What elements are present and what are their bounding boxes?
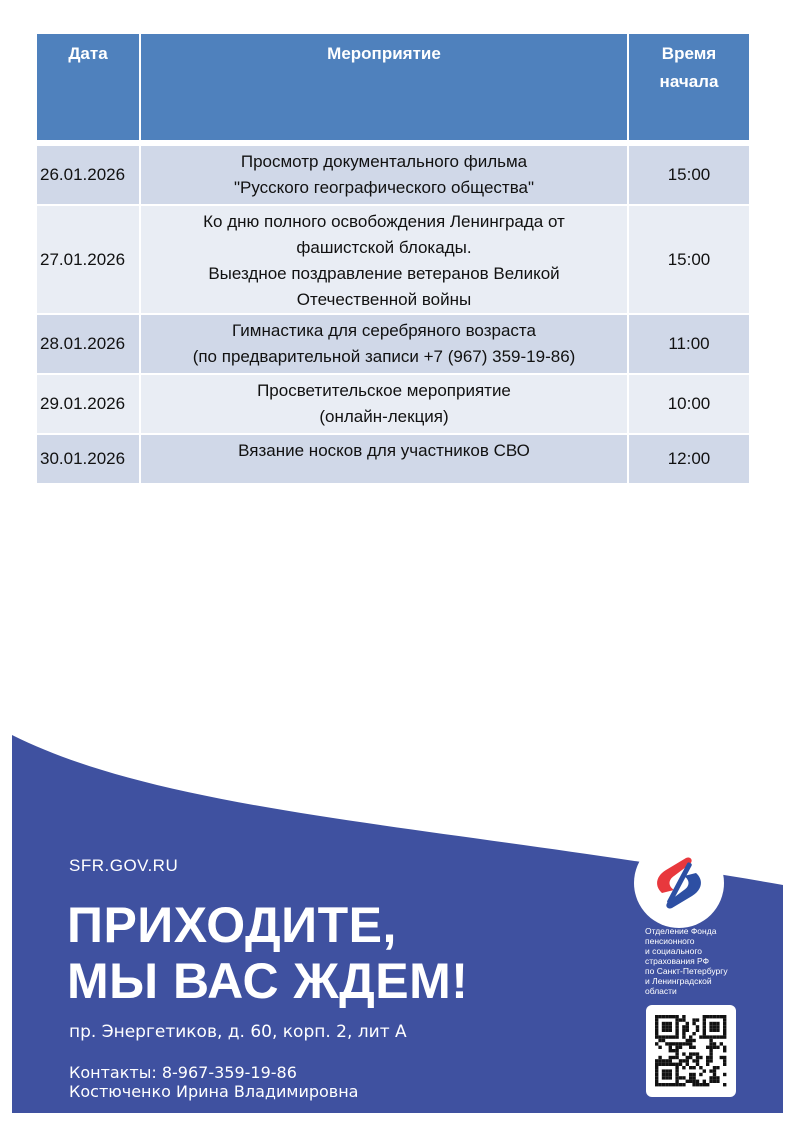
org-name [645, 926, 745, 996]
row-date: 26.01.2026 [37, 145, 140, 205]
header-time-line1: Время [661, 44, 717, 63]
table-header-row [37, 34, 749, 140]
row-date: 28.01.2026 [37, 314, 140, 374]
row-event [140, 145, 628, 205]
row-event-line: "Русского географического общества" [233, 178, 535, 197]
row-event-line: Вязание носков для участников СВО [238, 441, 530, 460]
table-row [37, 374, 749, 434]
row-event-line: (онлайн-лекция) [319, 407, 449, 426]
row-date: 27.01.2026 [37, 205, 140, 314]
row-event-line: Просмотр документального фильма [240, 152, 528, 171]
row-event-line: Ко дню полного освобождения Ленинграда от [203, 212, 565, 231]
contacts-person: Костюченко Ирина Владимировна [69, 1082, 359, 1101]
headline-line1: ПРИХОДИТЕ, [67, 897, 397, 953]
row-event-line: Просветительское мероприятие [257, 381, 511, 400]
site-url[interactable]: SFR.GOV.RU [69, 856, 179, 875]
row-time: 12:00 [628, 434, 749, 484]
row-time: 11:00 [628, 314, 749, 374]
contacts-block [69, 1063, 358, 1101]
sfr-logo-icon [634, 838, 724, 928]
org-name-line: страхования РФ [645, 956, 710, 966]
schedule-table [37, 34, 749, 485]
row-time: 10:00 [628, 374, 749, 434]
row-time: 15:00 [628, 145, 749, 205]
headline [67, 897, 468, 1009]
footer-band [12, 735, 783, 1113]
row-event-line: Отечественной войны [296, 290, 472, 309]
table-row [37, 434, 749, 484]
row-event-line: (по предварительной записи +7 (967) 359-19-86) [192, 347, 576, 366]
row-event [140, 314, 628, 374]
row-event [140, 374, 628, 434]
row-event-line: фашистской блокады. [296, 238, 472, 257]
org-name-line: пенсионного [645, 936, 695, 946]
table-row [37, 314, 749, 374]
org-name-line: и социального [645, 946, 702, 956]
row-event-line: Гимнастика для серебряного возраста [232, 321, 536, 340]
schedule-body [37, 145, 749, 484]
header-date: Дата [37, 34, 140, 140]
row-date: 30.01.2026 [37, 434, 140, 484]
row-event-line: Выездное поздравление ветеранов Великой [208, 264, 560, 283]
row-event [140, 205, 628, 314]
org-name-line: области [645, 986, 677, 996]
address-text: пр. Энергетиков, д. 60, корп. 2, лит А [69, 1022, 407, 1042]
contacts-phone: Контакты: 8-967-359-19-86 [69, 1063, 297, 1082]
org-name-line: Отделение Фонда [645, 926, 717, 936]
org-name-line: и Ленинградской [645, 976, 712, 986]
row-time: 15:00 [628, 205, 749, 314]
headline-line2: МЫ ВАС ЖДЕМ! [67, 953, 469, 1009]
table-row [37, 145, 749, 205]
header-event: Мероприятие [140, 34, 628, 140]
table-row [37, 205, 749, 314]
row-date: 29.01.2026 [37, 374, 140, 434]
header-time [628, 34, 749, 140]
header-time-line2: начала [659, 72, 719, 91]
qr-code-icon[interactable] [646, 1005, 736, 1097]
row-event [140, 434, 628, 484]
org-name-line: по Санкт-Петербургу [645, 966, 728, 976]
